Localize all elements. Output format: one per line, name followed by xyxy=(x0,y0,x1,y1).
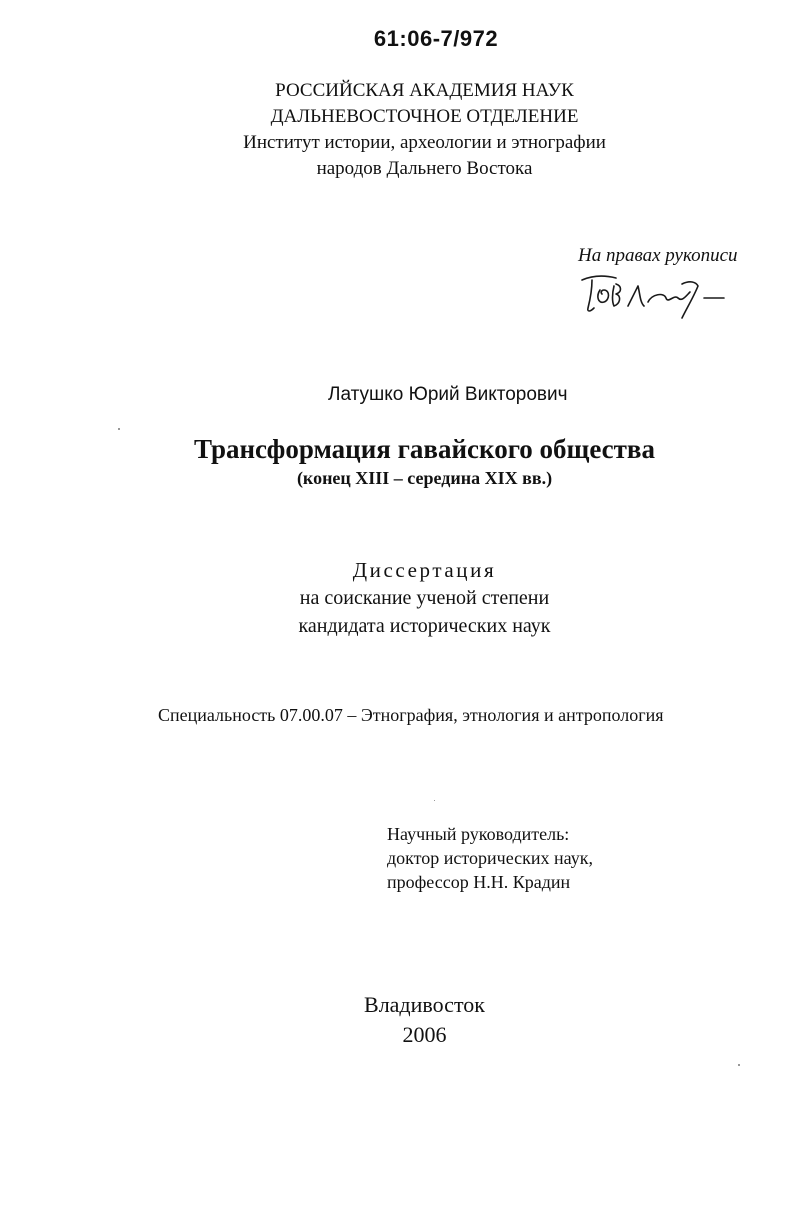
scan-speck xyxy=(738,1064,740,1066)
supervisor-degree: доктор исторических наук, xyxy=(387,848,593,868)
dissertation-title xyxy=(28,432,793,490)
institute-name-line2: народов Дальнего Востока xyxy=(316,158,533,179)
dissertation-label: Диссертация xyxy=(352,558,497,582)
year: 2006 xyxy=(402,1022,447,1047)
supervisor-block xyxy=(387,822,593,894)
place-and-year xyxy=(28,990,793,1050)
specialty-line: Специальность 07.00.07 – Этнография, этнология и антропология xyxy=(158,705,664,725)
scan-speck xyxy=(118,428,120,430)
institute-name-line1: Институт истории, археологии и этнографии xyxy=(243,132,606,153)
author-name: Латушко Юрий Викторович xyxy=(328,384,568,405)
dissertation-purpose: на соискание ученой степени xyxy=(299,587,550,609)
dissertation-degree: кандидата исторических наук xyxy=(298,615,551,637)
title-subtitle: (конец XIII – середина XIX вв.) xyxy=(296,468,553,488)
scan-speck xyxy=(434,800,435,801)
supervisor-name: профессор Н.Н. Крадин xyxy=(387,872,571,892)
handwritten-signature xyxy=(578,272,728,320)
catalog-number: 61:06-7/972 xyxy=(373,26,499,51)
title-main: Трансформация гавайского общества xyxy=(193,434,655,464)
academy-name: РОССИЙСКАЯ АКАДЕМИЯ НАУК xyxy=(275,80,574,101)
dissertation-description xyxy=(28,556,793,640)
organization-header xyxy=(28,78,793,182)
branch-name: ДАЛЬНЕВОСТОЧНОЕ ОТДЕЛЕНИЕ xyxy=(270,106,579,127)
manuscript-note: На правах рукописи xyxy=(578,245,738,266)
supervisor-heading: Научный руководитель: xyxy=(387,824,570,844)
city: Владивосток xyxy=(364,992,485,1017)
